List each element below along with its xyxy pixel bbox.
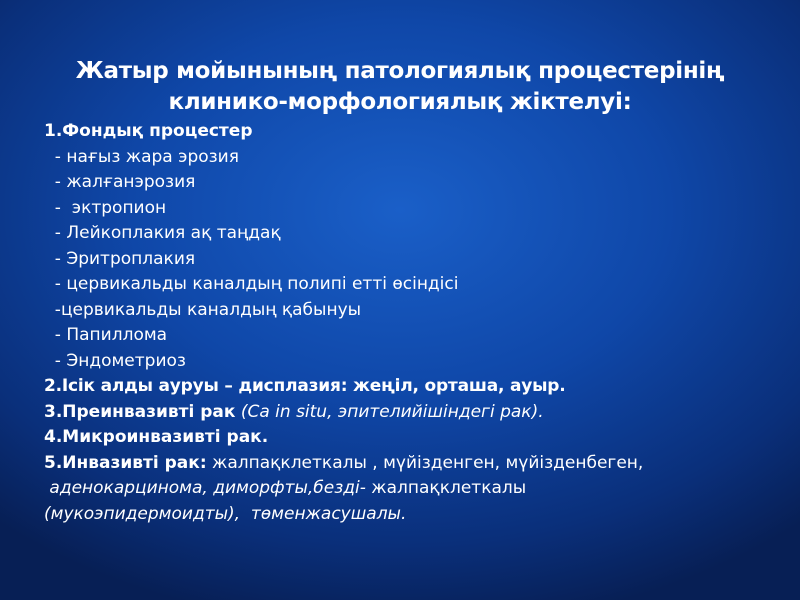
slide-title <box>20 56 780 118</box>
section-5-detail-2: аденокарцинома, диморфты,безді- <box>44 478 366 498</box>
section-3-detail: (Ca in situ, эпителийішіндегі рак). <box>235 401 544 422</box>
section-1-item: - Папиллома <box>44 325 168 345</box>
section-1-heading: 1.Фондық процестер <box>44 121 253 141</box>
slide-body <box>44 119 784 527</box>
section-1-item: - Эндометриоз <box>44 350 186 371</box>
section-3 <box>44 400 784 426</box>
section-3-heading: 3.Преинвазивті рак <box>44 401 236 422</box>
section-1-item: - эктропион <box>44 197 167 218</box>
section-5-heading: 5.Инвазивті рак: <box>44 452 207 473</box>
title-line-1: Жатыр мойынының патологиялық процестерінің <box>75 58 725 84</box>
section-5-line-2 <box>44 476 784 502</box>
section-5-detail-3: жалпақклеткалы <box>365 478 527 498</box>
section-4: 4.Микроинвазивті рак. <box>44 427 269 447</box>
section-5-detail-1: жалпақклеткалы , мүйізденген, мүйізденбеген, <box>206 452 644 473</box>
title-line-2: клинико-морфологиялық жіктелуі: <box>168 89 632 115</box>
section-5-line-1 <box>44 451 784 477</box>
section-5-line-3: (мукоэпидермоидты), төменжасушалы. <box>44 503 407 524</box>
section-1-item: - Лейкоплакия ақ таңдақ <box>44 223 281 243</box>
section-1-item: - Эритроплакия <box>44 248 196 269</box>
section-1-item: - жалғанэрозия <box>44 172 196 192</box>
section-1-item: -цервикальды каналдың қабынуы <box>44 299 362 320</box>
section-1-item: - цервикальды каналдың полипі етті өсіндісі <box>44 274 459 294</box>
section-2: 2.Ісік алды ауруы – дисплазия: жеңіл, орташа, ауыр. <box>44 376 566 396</box>
section-1-item: - нағыз жара эрозия <box>44 146 239 167</box>
